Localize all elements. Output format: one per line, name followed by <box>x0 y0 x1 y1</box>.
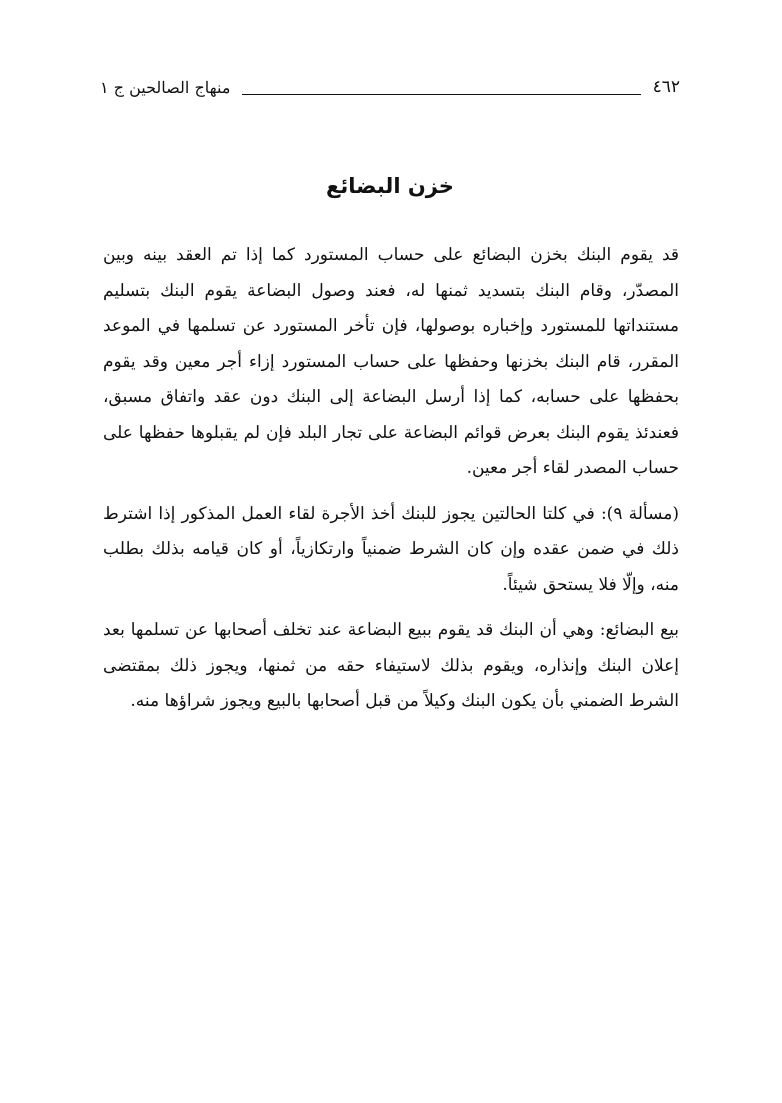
running-header <box>100 72 680 102</box>
section-title: خزن البضائع <box>326 174 454 198</box>
paragraph-storage: قد يقوم البنك بخزن البضائع على حساب المستورد كما إذا تم العقد بينه وبين المصدّر، وقام البنك بتسديد ثمنها له، فعند وصول البضاعة يقوم البنك بتسليم مستنداتها للمستورد وإخباره بوصولها، فإن تأخر المستورد عن تسلمها في الموعد المقرر، قام البنك بخزنها وحفظها على حساب المستورد إزاء أجر معين وقد يقوم بحفظها على حسابه، كما إذا أرسل البضاعة إلى البنك دون عقد واتفاق مسبق، فعندئذ يقوم البنك بعرض قوائم البضاعة على تجار البلد فإن لم يقبلوها حفظها على حساب المصدر لقاء أجر معين. <box>103 245 679 478</box>
page-number: ٤٦٢ <box>652 77 680 97</box>
book-title: منهاج الصالحين ج ١ <box>100 77 231 97</box>
header-rule <box>242 94 640 95</box>
body-text <box>103 238 679 730</box>
paragraph-sale-of-goods: بيع البضائع: وهي أن البنك قد يقوم ببيع البضاعة عند تخلف أصحابها عن تسلمها بعد إعلان البنك وإنذاره، ويقوم بذلك لاستيفاء حقه من ثمنها، ويجوز ذلك بمقتضى الشرط الضمني بأن يكون البنك وكيلاً من قبل أصحابها بالبيع ويجوز شراؤها منه. <box>103 620 680 711</box>
paragraph-issue-9: (مسألة ٩): في كلتا الحالتين يجوز للبنك أخذ الأجرة لقاء العمل المذكور إذا اشترط ذلك في ضمن عقده وإن كان الشرط ضمنياً وارتكازياً، أو كان قيامه بذلك بطلب منه، وإلّا فلا يستحق شيئاً. <box>103 503 679 595</box>
